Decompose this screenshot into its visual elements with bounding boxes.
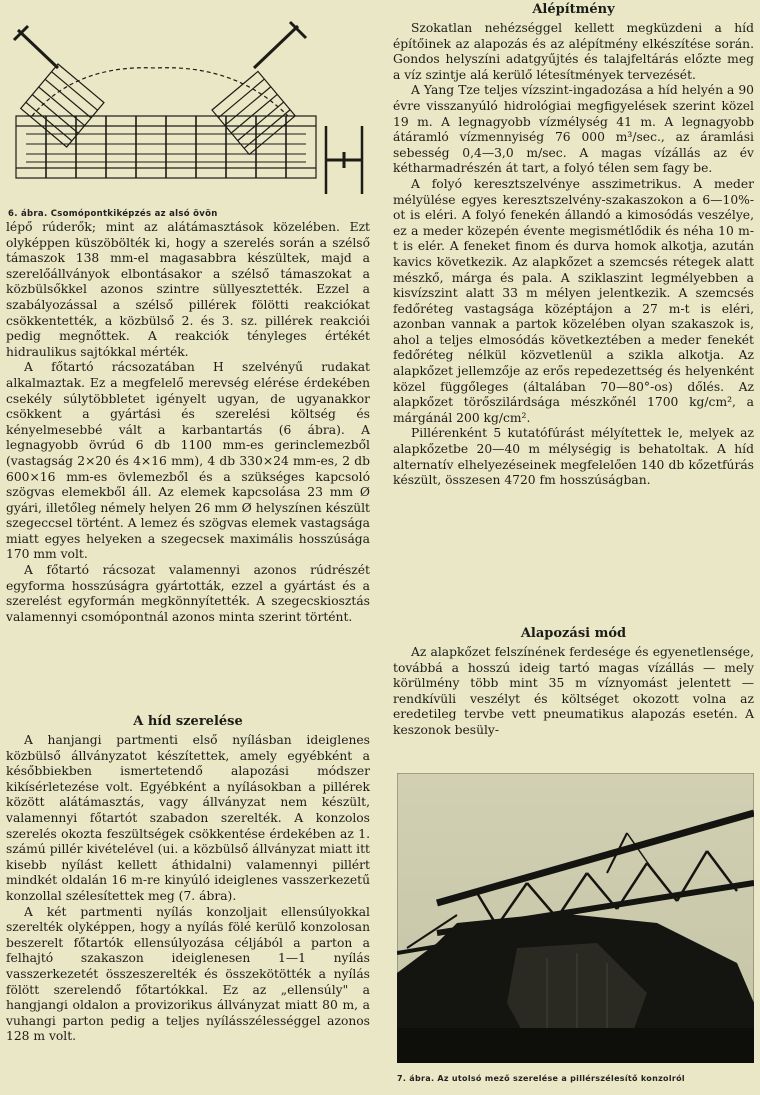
section-alapozasi-mod bbox=[393, 626, 754, 739]
paragraph: lépő rúderők; mint az alátámasztások közelében. Ezt olyképpen küszöbölték ki, hogy a szerelés során a szélső támaszok 138 mm-el magasabbra készültek, majd a szerelőállványok elbontásakor a szélső támaszokat a közbülsőkkel azonos szintre süllyesztették. Ezzel a szabályozással a szélső pillérek fölötti reakciókat csökkentették, a közbülső 2. és 3. sz. pillérek reakciói pedig megnőttek. A reakciók tényleges értékét hidraulikus sajtókkal mérték. bbox=[6, 220, 370, 359]
figure-6-caption: 6. ábra. Csomópontkiképzés az alsó övön bbox=[8, 209, 218, 219]
left-text-top bbox=[6, 220, 370, 625]
node-detail-drawing bbox=[6, 4, 366, 204]
paragraph: Szokatlan nehézséggel kellett megküzdeni a híd építőinek az alapozás és az alépítmény elkészítése során. Gondos helyszíni adatgyűjtés és talajfeltárás előzte meg a víz szintje alá kerülő létesítmények tervezését. bbox=[393, 21, 754, 82]
paragraph: A Yang Tze teljes vízszint-ingadozása a híd helyén a 90 évre visszanyúló hidrológiai megfigyelések szerint közel 19 m. A legnagyobb vízmélység 41 m. A legnagyobb átáramló vízmennyiség 76 000 m³/sec., az áramlási sebesség 0,4—3,0 m/sec. A magas vízállás az év kétharmadrészén át tart, a folyó télen sem fagy be. bbox=[393, 83, 754, 176]
figure-7-photo bbox=[397, 773, 754, 1063]
section-hid-szerelese bbox=[6, 714, 370, 1045]
section-heading: A híd szerelése bbox=[133, 714, 243, 729]
section-heading: Alapozási mód bbox=[520, 626, 627, 641]
paragraph: A hanjangi partmenti első nyílásban ideiglenes közbülső állványzatot készítettek, amely egyébként a későbbiekben ismertetendő alapozási módszer kikísérletezése volt. Egyébként a nyílásokban a pillérek között alátámasztás, vagy állványzat nem készült, valamennyi főtartót szabadon szerelték. A konzolos szerelés okozta feszültségek csökkentése érdekében az 1. számú pillér kivételével (ui. a közbülső állványzat miatt itt kisebb nyílást kellett áthidalni) valamennyi pillért mindkét oldalán 16 m-re kinyúló ideiglenes vasszerkezetű konzollal szélesítettek meg (7. ábra). bbox=[6, 733, 370, 903]
section-alepitmeny bbox=[393, 2, 754, 489]
paragraph: A folyó keresztszelvénye asszimetrikus. A meder mélyülése egyes keresztszelvény-szakaszokon a 6—10%-ot is eléri. A folyó fenekén állandó a kimosódás veszélye, ez a meder közepén évente megismétlődik és néha 10 m-t is elér. A feneket finom és durva homok alkotja, azután kavics következik. Az alapkőzet a szemcsés rétegek alatt mészkő, márga és pala. A sziklaszint legmélyebben a kisvízszint alatt 33 m mélyen jelentkezik. A szemcsés fedőréteg vastagsága középtájon a 27 m-t is eléri, azonban vannak a partok közelében olyan szakaszok is, ahol a teljes elmosódás következtében a meder fenekét fedőréteg nélkül közvetlenül a szikla alkotja. Az alapkőzet jellemzője az erős repedezettség és helyenként közel függőleges (általában 70—80°-os) dőlés. Az alapkőzet törőszilárdsága mészkőnél 1700 kg/cm², a márgánál 200 kg/cm². bbox=[393, 176, 754, 425]
section-heading: Alépítmény bbox=[532, 2, 615, 17]
paragraph: Az alapkőzet felszínének ferdesége és egyenetlensége, továbbá a hosszú ideig tartó magas vízállás — mely körülmény több mint 35 m víznyomást jelentett — rendkívüli veszélyt és költséget okozott volna az eredetileg tervbe vett pneumatikus alapozás esetén. A keszonok besüly- bbox=[393, 645, 754, 737]
paragraph: A főtartó rácsozatában H szelvényű rudakat alkalmaztak. Ez a megfelelő merevség elérése érdekében csekély súlytöbbletet igényelt ugyan, de ugyanakkor csökkent a gyártási és szerelési költség és kényelmesebbé vált a karbantartás (6 ábra). A legnagyobb övrúd 6 db 1100 mm-es gerinclemezből (vastagság 2×20 és 4×16 mm), 4 db 330×24 mm-es, 2 db 600×16 mm-es övlemezből és a szükséges kapcsoló szögvas elemekből áll. Az elemek kapcsolása 23 mm Ø gyári, illetőleg némely helyen 26 mm Ø helyszínen készült szegeccsel történt. A lemez és szögvas elemek vastagsága miatt egyes helyeken a szegecsek maximális hosszúsága 170 mm volt. bbox=[6, 360, 370, 562]
paragraph: Pillérenként 5 kutatófúrást mélyítettek le, melyek az alapkőzetbe 20—40 m mélységig is behatoltak. A híd alternatív elhelyezéseinek megfelelően 140 db kőzetfúrás készült, összesen 4720 fm hosszúságban. bbox=[393, 426, 754, 488]
bridge-construction-photo bbox=[397, 773, 754, 1063]
paragraph: A két partmenti nyílás konzoljait ellensúlyokkal szerelték olyképpen, hogy a nyílás fölé kerülő konzolosan beszerelt főtartók ellensúlyozása céljából a parton a felhajtó szakaszon ideiglenesen 1—1 nyílás vasszerkezetét összeszerelték és összekötötték a nyílás fölött szerelendő főtartókkal. Ez az „ellensúly" a hangjangi oldalon a provizorikus állványzat miatt 80 m, a vuhangi parton pedig a teljes nyílásszélességgel azonos 128 m volt. bbox=[6, 904, 370, 1044]
figure-7-caption: 7. ábra. Az utolsó mező szerelése a pillérszélesítő konzolról bbox=[397, 1074, 685, 1083]
paragraph: A főtartó rácsozat valamennyi azonos rúdrészét egyforma hosszúságra gyártották, ezzel a gyártást és a szerelést egyformán megkönnyítették. A szegecskiosztás valamennyi csomópontnál azonos minta szerint történt. bbox=[6, 563, 370, 624]
figure-6-drawing bbox=[6, 4, 366, 204]
